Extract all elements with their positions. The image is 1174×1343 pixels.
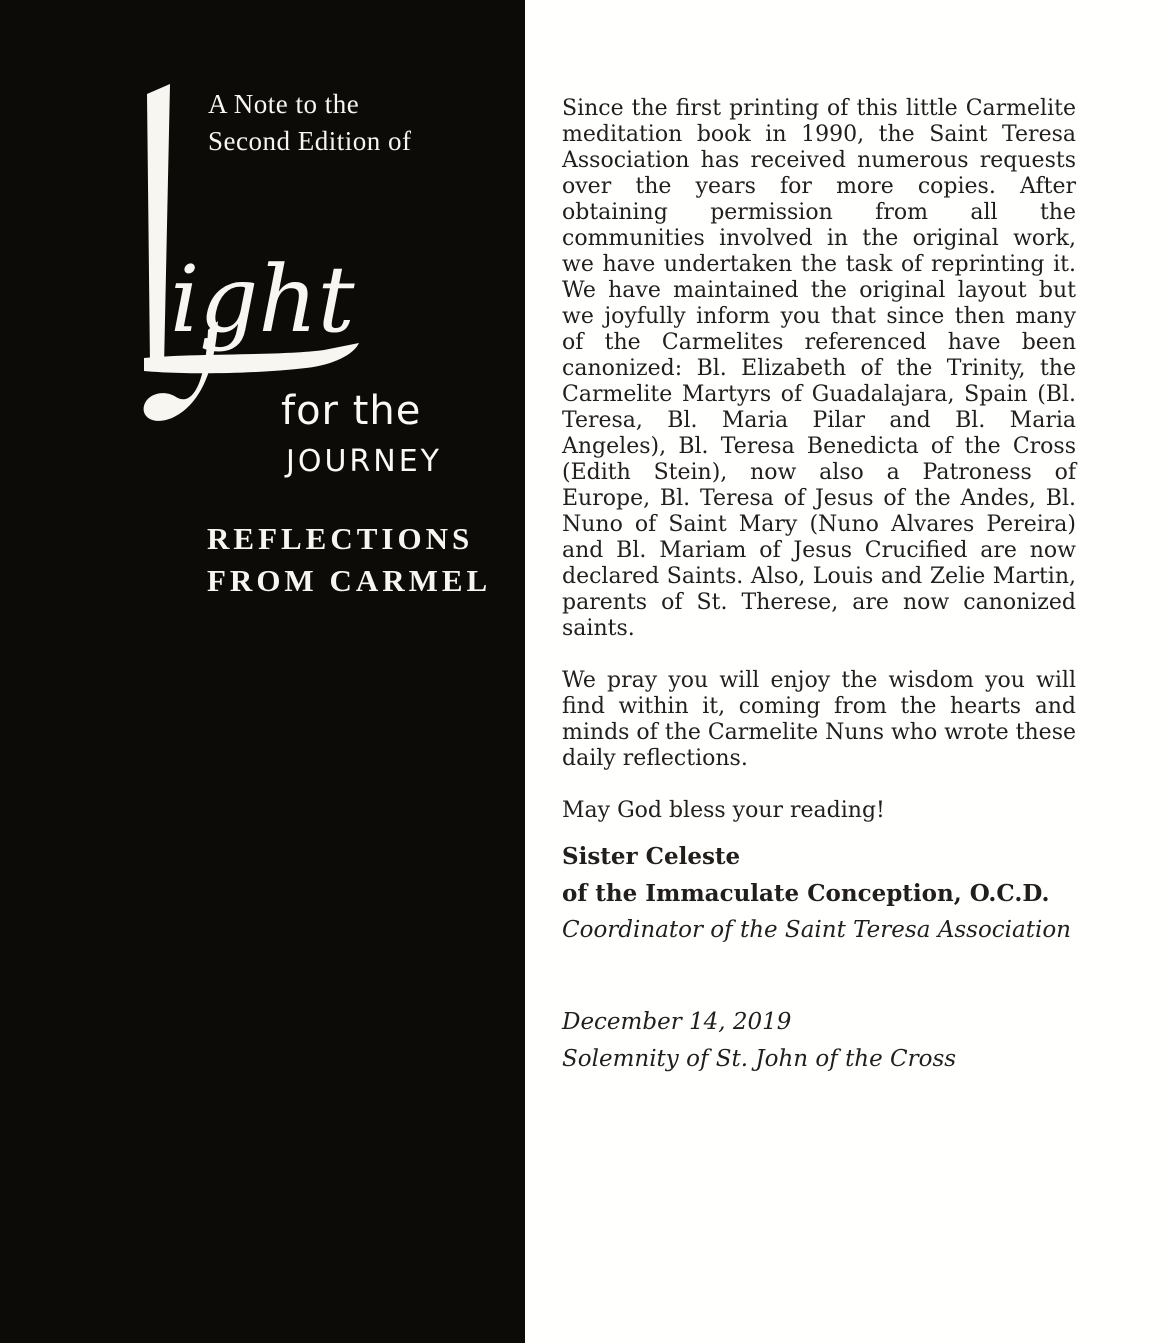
left-panel	[0, 0, 525, 1343]
body-paragraph-2: We pray you will enjoy the wisdom you will find within it, coming from the hearts and minds of the Carmelite Nuns who wrote these daily reflections.	[562, 668, 1077, 771]
body-text	[562, 96, 1076, 850]
book-subtitle-line2: FROM CARMEL	[207, 563, 492, 598]
book-subtitle-line1: REFLECTIONS	[207, 521, 474, 556]
date-block	[562, 1004, 1076, 1078]
logo-word-rest: ight	[170, 246, 355, 353]
date-feast-line: Solemnity of St. John of the Cross	[562, 1046, 957, 1072]
light-logo	[128, 78, 478, 498]
body-paragraph-3: May God bless your reading!	[562, 798, 885, 823]
logo-l-stem-glyph	[147, 84, 170, 367]
note-heading-line1: A Note to the	[208, 89, 360, 119]
note-heading-line2: Second Edition of	[208, 126, 412, 156]
body-paragraph-1: Since the first printing of this little Carmelite meditation book in 1990, the Saint Teresa Association has received numerous requests over the years for more copies. After obtaining permission from all the communities involved in the original work, we have undertaken the task of reprinting it. We have maintained the original layout but we joyfully inform you that since then many of the Carmelites referenced have been canonized: Bl. Elizabeth of the Trinity, the Carmelite Martyrs of Guadalajara, Spain (Bl. Teresa, Bl. Maria Pilar and Bl. Maria Angeles), Bl. Teresa Benedicta of the Cross (Edith Stein), now also a Patroness of Europe, Bl. Teresa of Jesus of the Andes, Bl. Nuno of Saint Mary (Nuno Alvares Pereira) and Bl. Mariam of Jesus Crucified are now declared Saints. Also, Louis and Zelie Martin, parents of St. Therese, are now canonized saints.	[562, 96, 1076, 641]
signature-block	[562, 838, 1076, 949]
signature-role: Coordinator of the Saint Teresa Association	[562, 917, 1071, 943]
logo-tagline-line1: for the	[281, 388, 422, 434]
book-subtitle	[207, 518, 491, 602]
signature-name-line2: of the Immaculate Conception, O.C.D.	[562, 880, 1050, 907]
signature-name-line1: Sister Celeste	[562, 843, 741, 870]
date-line: December 14, 2019	[562, 1009, 792, 1035]
logo-tagline-line2: JOURNEY	[286, 444, 442, 479]
